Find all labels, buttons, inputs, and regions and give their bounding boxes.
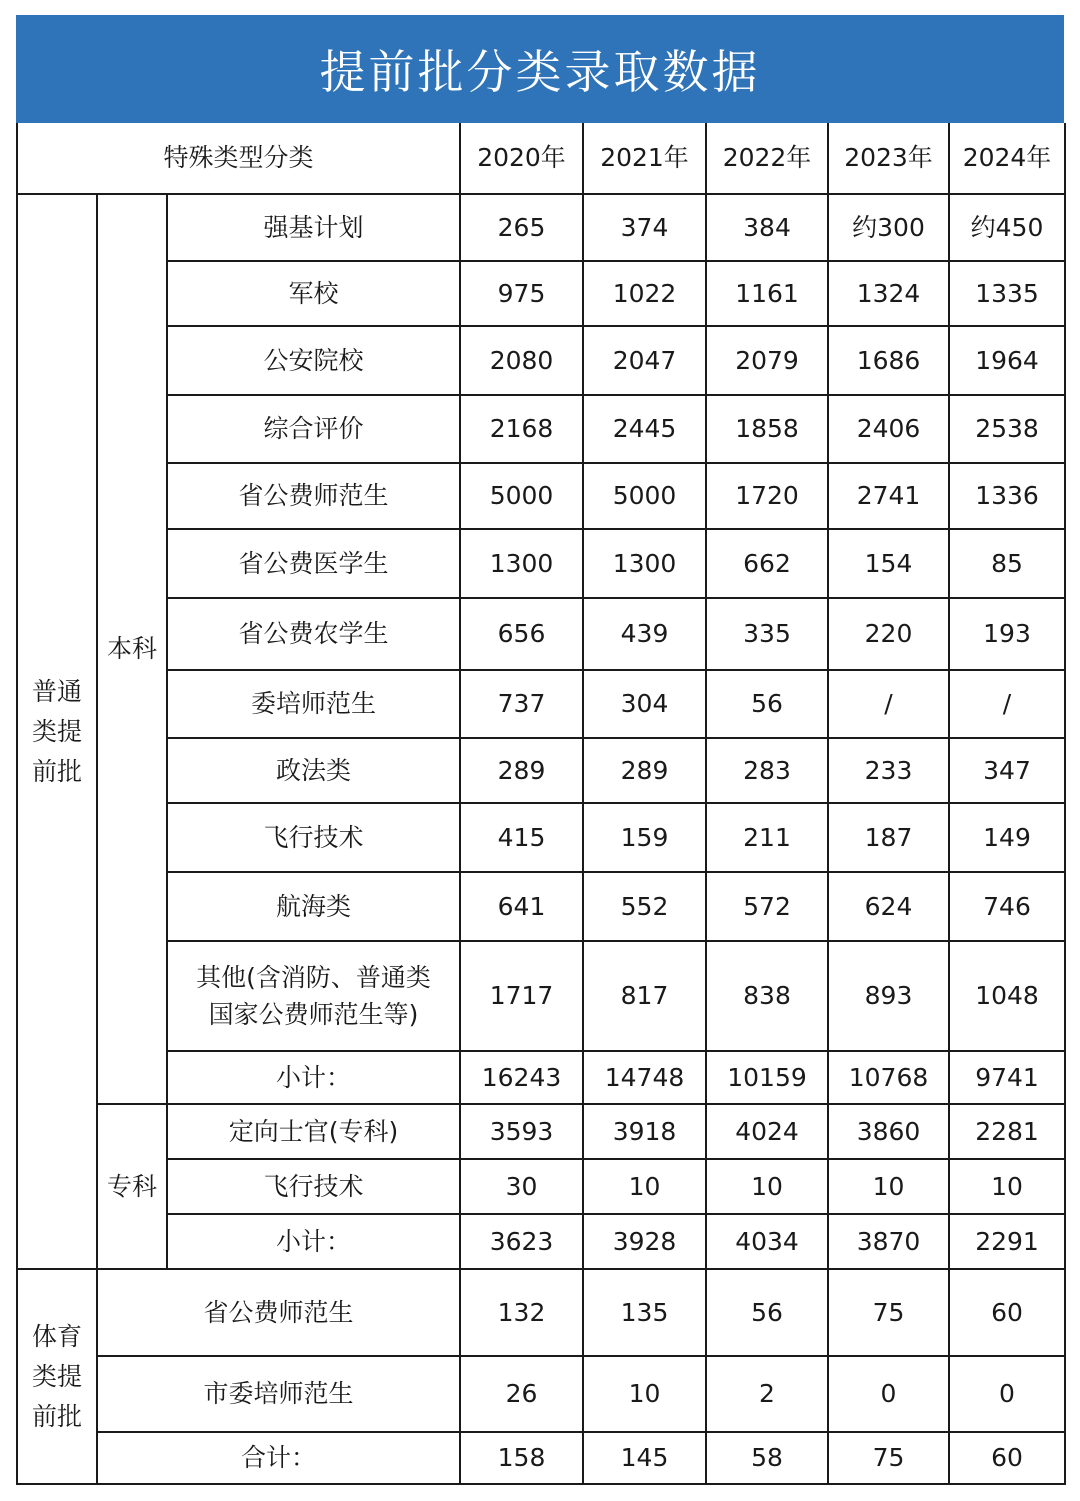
cell-value: 374 <box>583 194 706 261</box>
table-row <box>17 872 1065 941</box>
header-year: 2022年 <box>706 123 828 194</box>
row-label: 省公费农学生 <box>167 598 460 670</box>
cell-value: 3860 <box>828 1104 949 1159</box>
table-row <box>17 529 1065 598</box>
cell-value: 2741 <box>828 463 949 529</box>
cell-value: 1964 <box>949 326 1065 395</box>
cell-value: 4024 <box>706 1104 828 1159</box>
cell-value: 2168 <box>460 395 583 463</box>
cell-value: 158 <box>460 1432 583 1484</box>
row-label: 航海类 <box>167 872 460 941</box>
row-label: 省公费医学生 <box>167 529 460 598</box>
cell-value: 135 <box>583 1269 706 1356</box>
header-year: 2024年 <box>949 123 1065 194</box>
header-year: 2023年 <box>828 123 949 194</box>
cell-value: 14748 <box>583 1051 706 1104</box>
total-row <box>17 1432 1065 1484</box>
cell-value: 0 <box>949 1356 1065 1432</box>
cell-value: 16243 <box>460 1051 583 1104</box>
row-label: 飞行技术 <box>167 1159 460 1214</box>
cell-value: 2 <box>706 1356 828 1432</box>
cell-value: 1022 <box>583 261 706 326</box>
row-label: 委培师范生 <box>167 670 460 738</box>
cell-value: 10 <box>828 1159 949 1214</box>
table-row <box>17 1104 1065 1159</box>
table-row <box>17 194 1065 261</box>
row-label: 定向士官(专科) <box>167 1104 460 1159</box>
cell-value: 656 <box>460 598 583 670</box>
cell-value: 5000 <box>583 463 706 529</box>
group-label-sports: 体育类提前批 <box>17 1269 97 1484</box>
cell-value: 439 <box>583 598 706 670</box>
table-row <box>17 395 1065 463</box>
cell-value: 746 <box>949 872 1065 941</box>
cell-value: 1717 <box>460 941 583 1051</box>
cell-value: 817 <box>583 941 706 1051</box>
table-row <box>17 463 1065 529</box>
cell-value: 975 <box>460 261 583 326</box>
row-label: 政法类 <box>167 738 460 803</box>
cell-value: 1300 <box>460 529 583 598</box>
cell-value: 60 <box>949 1269 1065 1356</box>
header-year: 2021年 <box>583 123 706 194</box>
cell-value: 10 <box>583 1356 706 1432</box>
row-label: 其他(含消防、普通类国家公费师范生等) <box>167 941 460 1051</box>
cell-value: 56 <box>706 670 828 738</box>
cell-value: 838 <box>706 941 828 1051</box>
page-title: 提前批分类录取数据 <box>16 15 1064 123</box>
table-row <box>17 941 1065 1051</box>
cell-value: 2080 <box>460 326 583 395</box>
cell-value: 2047 <box>583 326 706 395</box>
cell-value: 159 <box>583 803 706 872</box>
cell-value: 10768 <box>828 1051 949 1104</box>
row-label: 省公费师范生 <box>167 463 460 529</box>
cell-value: 2445 <box>583 395 706 463</box>
cell-value: 10 <box>949 1159 1065 1214</box>
cell-value: 1300 <box>583 529 706 598</box>
cell-value: 187 <box>828 803 949 872</box>
cell-value: 1686 <box>828 326 949 395</box>
row-label: 飞行技术 <box>167 803 460 872</box>
cell-value: 662 <box>706 529 828 598</box>
group-label-regular: 普通类提前批 <box>17 194 97 1269</box>
cell-value: 9741 <box>949 1051 1065 1104</box>
cell-value: 384 <box>706 194 828 261</box>
cell-value: 10 <box>706 1159 828 1214</box>
subtotal-row <box>17 1214 1065 1269</box>
cell-value: 1335 <box>949 261 1065 326</box>
row-label: 合计： <box>97 1432 460 1484</box>
cell-value: 2281 <box>949 1104 1065 1159</box>
cell-value: 737 <box>460 670 583 738</box>
cell-value: 3928 <box>583 1214 706 1269</box>
cell-value: 4034 <box>706 1214 828 1269</box>
cell-value: / <box>949 670 1065 738</box>
cell-value: 1720 <box>706 463 828 529</box>
table-row <box>17 1269 1065 1356</box>
cell-value: 211 <box>706 803 828 872</box>
subgroup-label-junior: 专科 <box>97 1104 167 1269</box>
cell-value: 3870 <box>828 1214 949 1269</box>
table-row <box>17 1356 1065 1432</box>
cell-value: 283 <box>706 738 828 803</box>
cell-value: 893 <box>828 941 949 1051</box>
cell-value: 10 <box>583 1159 706 1214</box>
row-label: 军校 <box>167 261 460 326</box>
cell-value: / <box>828 670 949 738</box>
table-row <box>17 738 1065 803</box>
cell-value: 220 <box>828 598 949 670</box>
cell-value: 1336 <box>949 463 1065 529</box>
cell-value: 415 <box>460 803 583 872</box>
row-label: 小计： <box>167 1051 460 1104</box>
cell-value: 58 <box>706 1432 828 1484</box>
cell-value: 60 <box>949 1432 1065 1484</box>
cell-value: 3623 <box>460 1214 583 1269</box>
cell-value: 75 <box>828 1432 949 1484</box>
row-label: 市委培师范生 <box>97 1356 460 1432</box>
subgroup-label-bachelor: 本科 <box>97 194 167 1104</box>
cell-value: 641 <box>460 872 583 941</box>
cell-value: 30 <box>460 1159 583 1214</box>
header-year: 2020年 <box>460 123 583 194</box>
cell-value: 56 <box>706 1269 828 1356</box>
table-row <box>17 1159 1065 1214</box>
table-row <box>17 598 1065 670</box>
admission-table <box>16 123 1066 1485</box>
header-category: 特殊类型分类 <box>17 123 460 194</box>
cell-value: 1324 <box>828 261 949 326</box>
cell-value: 132 <box>460 1269 583 1356</box>
cell-value: 85 <box>949 529 1065 598</box>
row-label: 综合评价 <box>167 395 460 463</box>
cell-value: 0 <box>828 1356 949 1432</box>
cell-value: 10159 <box>706 1051 828 1104</box>
header-row <box>17 123 1065 194</box>
cell-value: 304 <box>583 670 706 738</box>
page <box>16 15 1064 1485</box>
cell-value: 2406 <box>828 395 949 463</box>
cell-value: 149 <box>949 803 1065 872</box>
cell-value: 233 <box>828 738 949 803</box>
cell-value: 624 <box>828 872 949 941</box>
subtotal-row <box>17 1051 1065 1104</box>
cell-value: 75 <box>828 1269 949 1356</box>
cell-value: 154 <box>828 529 949 598</box>
cell-value: 1048 <box>949 941 1065 1051</box>
cell-value: 2291 <box>949 1214 1065 1269</box>
cell-value: 335 <box>706 598 828 670</box>
cell-value: 289 <box>460 738 583 803</box>
cell-value: 约300 <box>828 194 949 261</box>
cell-value: 约450 <box>949 194 1065 261</box>
cell-value: 193 <box>949 598 1065 670</box>
table-row <box>17 326 1065 395</box>
cell-value: 145 <box>583 1432 706 1484</box>
cell-value: 3918 <box>583 1104 706 1159</box>
row-label: 小计： <box>167 1214 460 1269</box>
row-label: 省公费师范生 <box>97 1269 460 1356</box>
cell-value: 2079 <box>706 326 828 395</box>
cell-value: 347 <box>949 738 1065 803</box>
table-row <box>17 803 1065 872</box>
row-label: 强基计划 <box>167 194 460 261</box>
table-row <box>17 670 1065 738</box>
cell-value: 3593 <box>460 1104 583 1159</box>
cell-value: 572 <box>706 872 828 941</box>
cell-value: 2538 <box>949 395 1065 463</box>
cell-value: 1161 <box>706 261 828 326</box>
table-row <box>17 261 1065 326</box>
cell-value: 26 <box>460 1356 583 1432</box>
cell-value: 1858 <box>706 395 828 463</box>
cell-value: 5000 <box>460 463 583 529</box>
cell-value: 265 <box>460 194 583 261</box>
cell-value: 289 <box>583 738 706 803</box>
row-label: 公安院校 <box>167 326 460 395</box>
cell-value: 552 <box>583 872 706 941</box>
